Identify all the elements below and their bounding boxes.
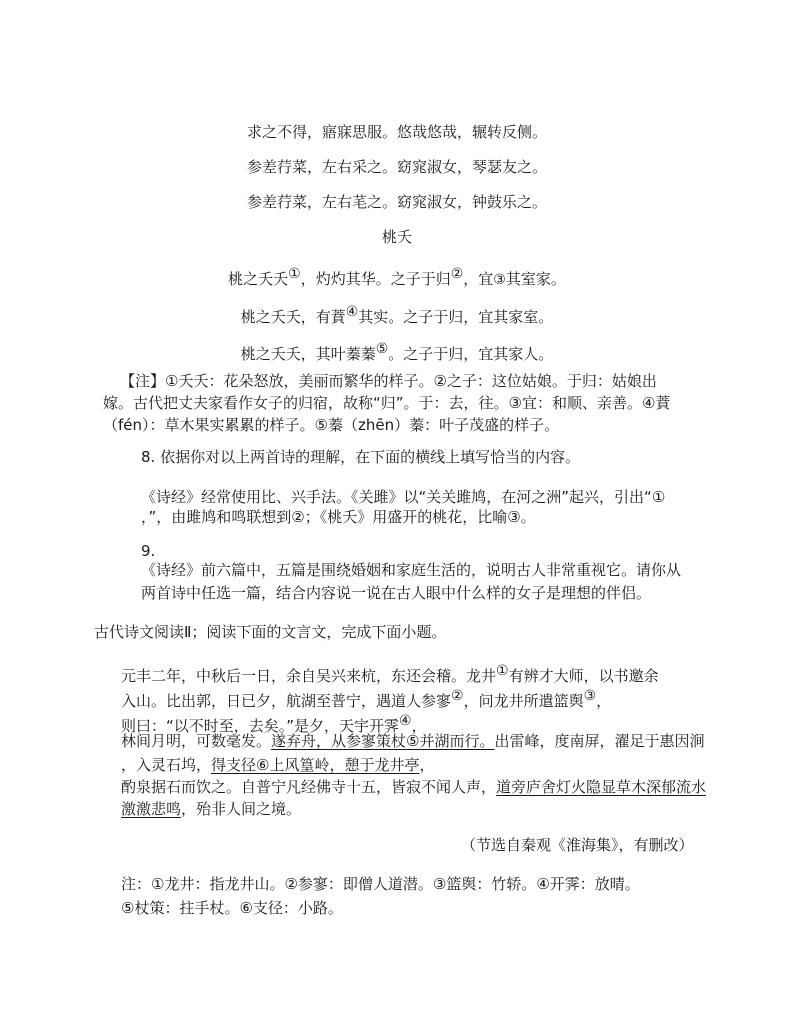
question-9-number: 9.: [141, 542, 156, 560]
taoyao-line-3: [0, 338, 794, 365]
taoyao-line-2: [0, 301, 794, 328]
footnote-mark: ②: [451, 688, 464, 704]
note-line-1: 【注】①夭夭：花朵怒放，美丽而繁华的样子。②之子：这位姑娘。于归：姑娘出: [120, 372, 657, 390]
footnote-mark: ①: [288, 266, 301, 282]
taoyao-text: 其室家。: [505, 270, 566, 288]
passage-text: 则曰：“以不时至，去矣。”是夕，天宇开霁: [121, 717, 400, 735]
footnote-mark: ④: [345, 304, 359, 320]
passage-text: 酌泉据石而饮之。自普宁凡经佛寺十五，皆寂不闻人声，: [121, 778, 497, 796]
guanju-line-1: 求之不得，寤寐思服。悠哉悠哉，辗转反侧。: [246, 123, 547, 141]
passage-text: ，入灵石坞，: [121, 756, 212, 774]
underlined-sentence: 激激悲鸣: [121, 800, 182, 818]
underlined-sentence: 道旁庐舍灯火隐显草木深郁流水: [496, 778, 707, 796]
footnote-mark: ⑤: [375, 341, 389, 357]
taoyao-text: ，灼灼其华。之子于归: [300, 270, 451, 288]
footnote-mark: ③: [583, 688, 597, 704]
passage-line-6: [121, 776, 706, 798]
taoyao-text: 其实。之子于归，宜其家室。: [358, 308, 554, 326]
footnote-mark: ④: [399, 713, 412, 729]
question-8-prompt: 8. 依据你对以上两首诗的理解，在下面的横线上填写恰当的内容。: [141, 448, 581, 466]
passage-text: 元丰二年，中秋后一日，余自吴兴来杭，东还会稽。龙井: [121, 667, 497, 685]
question-9-line-2: 两首诗中任选一篇，结合内容说一说在古人眼中什么样的女子是理想的伴侣。: [141, 584, 652, 602]
note-line-2: 嫁。古代把丈夫家看作女子的归宿，故称“归”。于：去，往。③宜：和顺、亲善。④蕡: [103, 394, 671, 412]
poem-title: 桃夭: [381, 228, 412, 246]
passage-text: ，: [419, 756, 435, 774]
note-line-3: （fén）：草木果实累累的样子。⑤蓁（zhēn）蓁：叶子茂盛的样子。: [103, 416, 560, 434]
passage-text: 出雷峰，度南屏，濯足于惠因涧: [494, 732, 705, 750]
taoyao-text: 桃之夭夭，有蕡: [240, 308, 346, 326]
passage-line-1: [121, 660, 659, 687]
question-8-line-1: 《诗经》经常使用比、兴手法。《关雎》以“关关雎鸠，在河之洲”起兴，引出“①: [141, 488, 666, 506]
guanju-line-2: 参差荇菜，左右采之。窈窕淑女，琴瑟友之。: [246, 158, 547, 176]
passage-line-7: [121, 798, 301, 820]
passage-text: 林间月明，可数毫发。: [121, 732, 272, 750]
question-9-line-1: 《诗经》前六篇中，五篇是围绕婚姻和家庭生活的，说明古人非常重视它。请你从: [141, 561, 682, 579]
passage-line-2: [121, 685, 611, 712]
passage-text: ，问龙井所遣篮舆: [463, 692, 584, 710]
passage-note-line-1: 注：①龙井：指龙井山。②参寥：即僧人道潜。③篮舆：竹轿。④开霁：放晴。: [121, 875, 640, 893]
passage-text: ，: [411, 717, 427, 735]
taoyao-text: ，宜: [463, 270, 494, 288]
passage-text: ，殆非人间之境。: [181, 800, 302, 818]
footnote-mark: ②: [450, 266, 464, 282]
passage-source: （节选自秦观《淮海集》，有删改）: [461, 836, 694, 854]
passage-line-5: [121, 754, 434, 776]
passage-text: ，: [596, 692, 612, 710]
taoyao-text: 。之子于归，宜其家人。: [388, 345, 554, 363]
taoyao-line-1: [0, 263, 794, 291]
section-title: 古代诗文阅读Ⅱ；阅读下面的文言文，完成下面小题。: [94, 623, 447, 641]
footnote-mark: ①: [496, 663, 509, 679]
underlined-sentence: 遂弃舟，从参寥策杖⑤并湖而行。: [271, 732, 495, 750]
underlined-sentence: 得支径⑥上风篁岭，憩于龙井亭: [211, 756, 420, 774]
passage-text: 入山。比出郭，日已夕，航湖至普宁，遇道人参寥: [121, 692, 452, 710]
passage-note-line-2: ⑤杖策：拄手杖。⑥支径：小路。: [121, 899, 343, 917]
taoyao-text: 桃之夭夭: [228, 270, 289, 288]
taoyao-text: 桃之夭夭，其叶蓁蓁: [240, 345, 376, 363]
guanju-line-3: 参差荇菜，左右芼之。窈窕淑女，钟鼓乐之。: [246, 193, 547, 211]
passage-text: 有辨才大师，以书邀余: [508, 667, 659, 685]
passage-line-4: [121, 730, 704, 752]
footnote-mark: ③: [493, 272, 506, 288]
question-8-line-2: ，”，由雎鸠和鸣联想到②；《桃夭》用盛开的桃花，比喻③。: [141, 508, 536, 526]
